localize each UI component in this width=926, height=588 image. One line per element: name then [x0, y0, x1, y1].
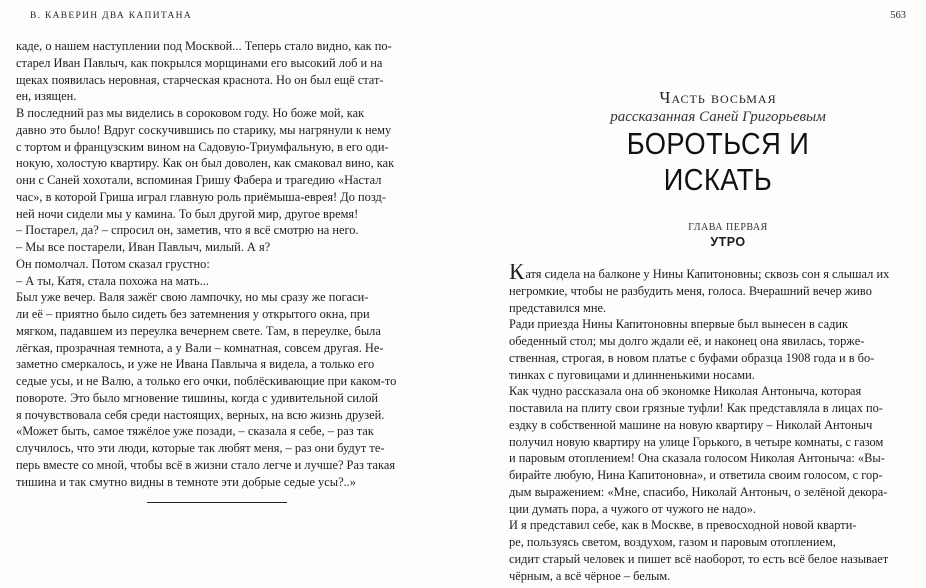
text-line: ней ночи сидели мы у камина. То был другой мир, другое время!: [16, 206, 359, 221]
text-line: нокую, холостую квартиру. Как он был доволен, как смаковал вино, как: [16, 156, 395, 171]
text-line: седые усы, и не Валю, а только его очки, поблёскивающие при каком-то: [16, 374, 397, 388]
page-number: 563: [890, 10, 906, 21]
text-line: заметно смеркалось, и уже не Ивана Павлыча я видела, а только его: [16, 357, 375, 372]
text-line: бирайте любую, Нина Капитоновна», и ответила своим голосом, с гор-: [509, 468, 883, 482]
text-line: тинках с пуговицами и длинненькими носами.: [509, 367, 755, 382]
text-line: Как чудно рассказала она об экономке Николая Антоныча, которая: [509, 384, 862, 399]
right-page: [463, 0, 926, 588]
text-line: ции думать пора, а чужого от чужого не надо».: [509, 501, 756, 516]
text-line: ственная, строгая, в новом платье с буфами образца 1908 года и в бо-: [509, 350, 875, 365]
text-line: поставила на плиту свои грязные туфли! Как представляла в лицах по-: [509, 401, 883, 415]
text-line: получил новую квартиру на улице Горького, в четыре комнаты, с газом: [509, 434, 884, 449]
text-line-first: [509, 264, 909, 283]
part-subtitle: рассказанная Саней Григорьевым: [610, 109, 826, 125]
text-line: повороте. Это было мгновение тишины, когда с удивительной силой: [16, 390, 379, 405]
text-line: они с Саней хохотали, вспоминая Гришу Фабера и трагедию «Настал: [16, 173, 382, 187]
text-line: час», в которой Гриша играл главную роль приёмыша-еврея! До позд-: [16, 189, 386, 204]
part-title: Часть восьмая: [659, 88, 777, 107]
part-heading: [558, 88, 878, 198]
text-line: мягком, падавшем из переулка вечернем свете. Там, в переулке, была: [16, 323, 381, 338]
text-line: ездку в собственной машине на новую квартиру – Николай Антоныч: [509, 417, 873, 432]
left-page-text: [16, 38, 398, 490]
right-page-text: [509, 264, 909, 584]
running-head: В. КАВЕРИН ДВА КАПИТАНА: [30, 11, 192, 21]
text-line: В последний раз мы виделись в сороковом году. Но боже мой, как: [16, 106, 365, 120]
text-line: тишина и так смутно видны в темноте эти добрые седые усы?..»: [16, 474, 356, 489]
text-line: представился мне.: [509, 300, 607, 315]
text-line: Был уже вечер. Валя зажёг свою лампочку, но мы сразу же погаси-: [16, 290, 369, 305]
text-line: и паровым отоплением! Она сказала голосом Николая Антоныча: «Вы-: [509, 451, 885, 466]
text-line: старел Иван Павлыч, как покрылся морщинами его высокий лоб и на: [16, 55, 383, 70]
chapter-label: ГЛАВА ПЕРВАЯ: [688, 222, 768, 233]
text-line: щеках появилась неровная, старческая краснота. Но он был ещё стат-: [16, 72, 384, 87]
section-divider: [147, 502, 287, 503]
text-line: обеденный стол; мы долго ждали её, и наконец она явилась, торже-: [509, 334, 865, 348]
text-line: ре, пользуясь светом, воздухом, газом и паровым отоплением,: [509, 535, 836, 549]
text-line: с тортом и французским вином на Садовую-Триумфальную, в его оди-: [16, 139, 389, 154]
drop-cap: К: [509, 264, 525, 283]
text-line: – Постарел, да? – спросил он, заметив, что я всё смотрю на него.: [16, 223, 359, 238]
text-line: негромкие, чтобы не разбудить меня, голоса. Вчерашний вечер живо: [509, 283, 872, 298]
text-line: перь вместе со мной, чтобы всё в жизни стало легче и лучше? Раз такая: [16, 457, 396, 472]
text-line: дым выражением: «Мне, спасибо, Николай Антоныч, о зелёной декора-: [509, 484, 888, 499]
text-line: – А ты, Катя, стала похожа на мать...: [16, 273, 209, 288]
text-line: давно это было! Вдруг соскучившись по старику, мы нагрянули к нему: [16, 122, 392, 137]
text-line: И я представил себе, как в Москве, в превосходной новой кварти-: [509, 518, 857, 533]
book-title: БОРОТЬСЯ И ИСКАТЬ: [626, 126, 810, 197]
text-line: чёрным, а всё чёрное – белым.: [509, 568, 671, 583]
text-line: – Мы все постарели, Иван Павлыч, милый. А я?: [16, 240, 271, 254]
first-line-text: атя сидела на балконе у Нины Капитоновны; сквозь сон я слышал их: [525, 267, 890, 281]
text-line: ен, изящен.: [16, 89, 77, 104]
text-line: я почувствовала себя среди настоящих, верных, на всю жизнь друзей.: [16, 407, 385, 422]
chapter-title: УТРО: [710, 235, 746, 249]
text-line: случилось, что эти люди, которые так любят меня, – раз они будут те-: [16, 441, 385, 455]
text-line: каде, о нашем наступлении под Москвой... Теперь стало видно, как по-: [16, 39, 392, 53]
text-line: «Может быть, самое тяжёлое уже позади, – сказала я себе, – раз так: [16, 424, 374, 439]
text-line: ли её – приятно было сидеть без затемнения у открытого окна, при: [16, 307, 370, 321]
text-line: сидит старый человек и пишет всё наоборот, то есть всё белое называет: [509, 551, 889, 566]
text-line: Он помолчал. Потом сказал грустно:: [16, 256, 210, 271]
text-line: Ради приезда Нины Капитоновны впервые был вынесен в садик: [509, 317, 849, 332]
text-line: лёгкая, прозрачная темнота, а у Вали – комнатная, совсем другая. Не-: [16, 340, 384, 355]
